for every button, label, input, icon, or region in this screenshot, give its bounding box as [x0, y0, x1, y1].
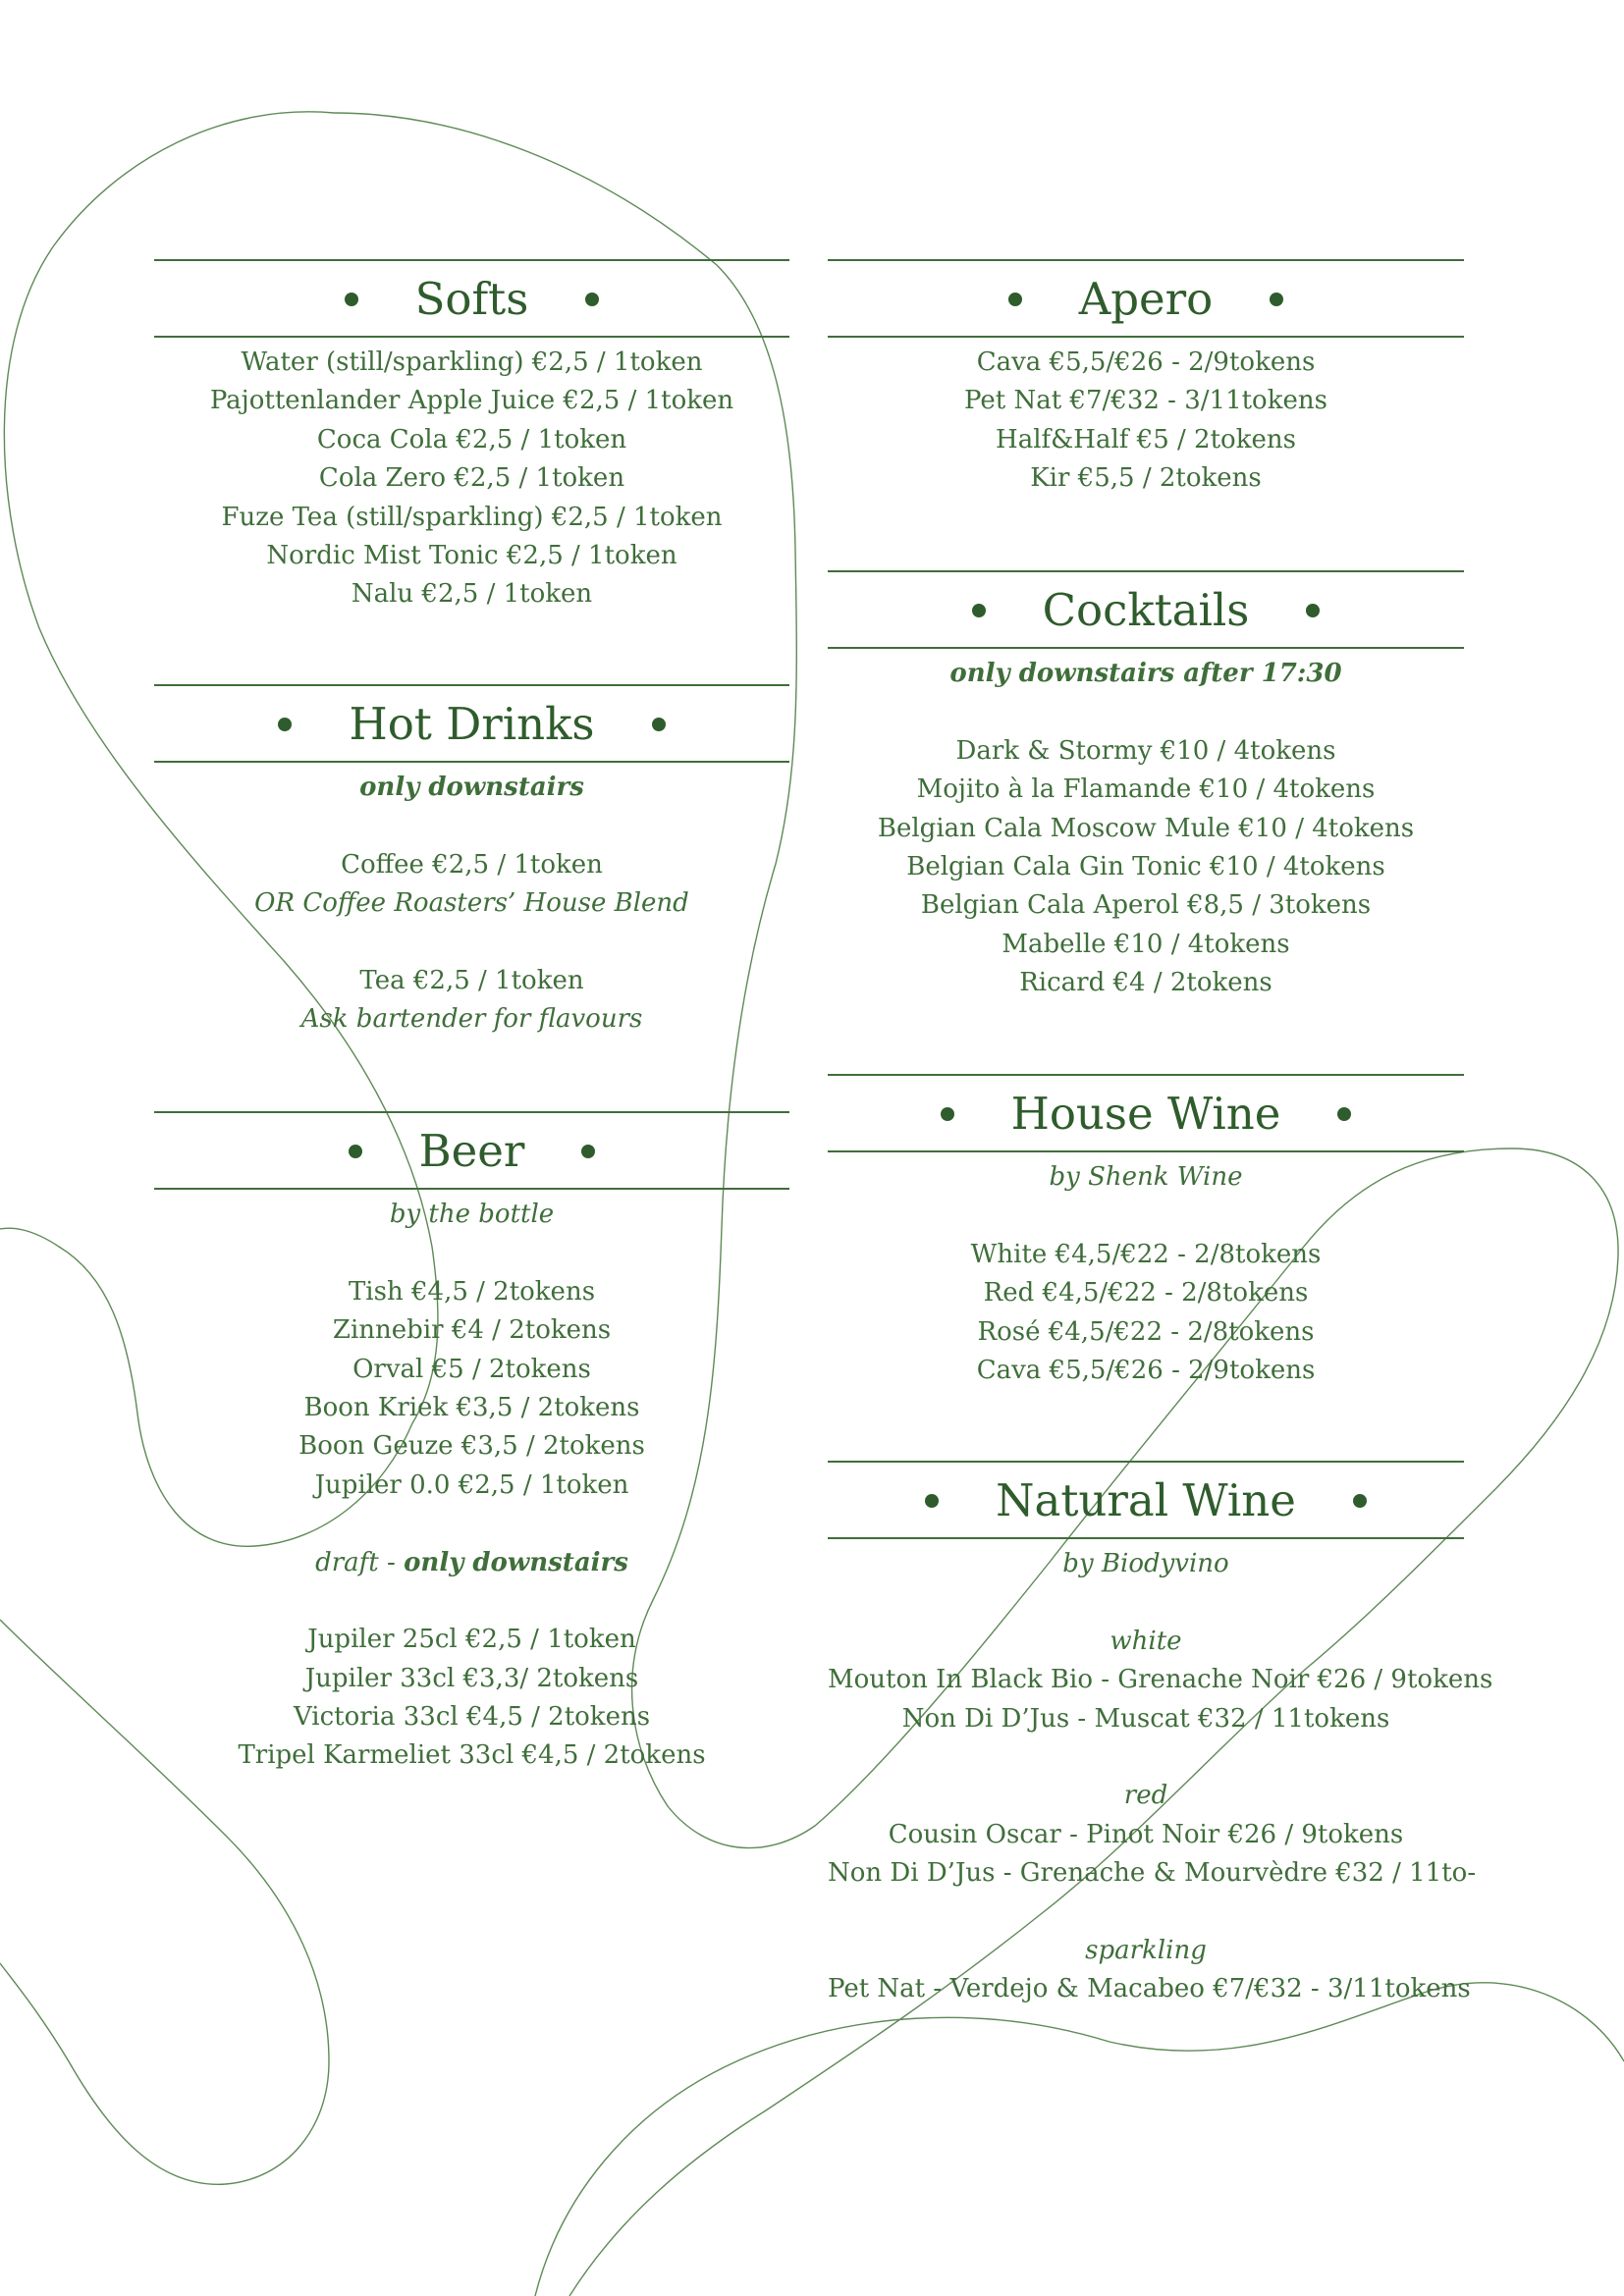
section-note: only downstairs after 17:30	[949, 659, 1342, 688]
section-apero	[828, 259, 1464, 499]
draft-note: only downstairs	[404, 1547, 628, 1577]
menu-item: Tea €2,5 / 1token	[359, 965, 584, 995]
section-header	[828, 259, 1464, 338]
wine-category-label: white	[1110, 1626, 1182, 1656]
section-beer	[154, 1111, 789, 1776]
menu-item: Boon Geuze €3,5 / 2tokens	[298, 1431, 645, 1462]
section-header	[154, 259, 789, 338]
menu-item-note: OR Coffee Roasters’ House Blend	[254, 888, 689, 919]
section-title: Cocktails	[1042, 584, 1250, 636]
menu-item: Cava €5,5/€26 - 2/9tokens	[976, 347, 1316, 377]
menu-item: Jupiler 25cl €2,5 / 1token	[307, 1625, 636, 1655]
menu-item: Orval €5 / 2tokens	[352, 1354, 591, 1384]
section-title: Hot Drinks	[349, 698, 595, 750]
section-note: only downstairs	[359, 773, 584, 802]
menu-item: Cola Zero €2,5 / 1token	[318, 463, 625, 494]
menu-item: Rosé €4,5/€22 - 2/8tokens	[977, 1316, 1315, 1347]
section-softs	[154, 259, 789, 614]
menu-item: Mabelle €10 / 4tokens	[1001, 929, 1290, 959]
menu-item: Fuze Tea (still/sparkling) €2,5 / 1token	[221, 502, 723, 532]
section-note: by the bottle	[389, 1200, 555, 1229]
section-title: Apero	[1078, 273, 1214, 325]
menu-item: Mouton In Black Bio - Grenache Noir €26 / 9tokens	[828, 1665, 1493, 1695]
menu-item: Pajottenlander Apple Juice €2,5 / 1token	[209, 386, 734, 416]
section-natural-wine	[828, 1461, 1493, 2009]
menu-item: Belgian Cala Gin Tonic €10 / 4tokens	[906, 851, 1385, 881]
menu-item: Cava €5,5/€26 - 2/9tokens	[976, 1355, 1316, 1385]
section-note: by Shenk Wine	[1049, 1162, 1243, 1192]
bullet-icon	[278, 718, 292, 731]
bullet-icon	[1353, 1494, 1367, 1508]
bullet-icon	[581, 1145, 595, 1158]
menu-item: Belgian Cala Aperol €8,5 / 3tokens	[920, 890, 1372, 921]
menu-item: Mojito à la Flamande €10 / 4tokens	[916, 774, 1376, 805]
wine-category-label: red	[1123, 1781, 1168, 1811]
bullet-icon	[941, 1107, 954, 1121]
menu-item: Jupiler 33cl €3,3/ 2tokens	[304, 1663, 639, 1693]
menu-item: Non Di D’Jus - Grenache & Mourvèdre €32 / 11to-	[828, 1858, 1477, 1889]
menu-item: Kir €5,5 / 2tokens	[1030, 463, 1262, 494]
bullet-icon	[1270, 293, 1283, 306]
section-title: Natural Wine	[996, 1474, 1296, 1526]
menu-item: Nalu €2,5 / 1token	[351, 579, 593, 610]
menu-item: Non Di D’Jus - Muscat €32 / 11tokens	[901, 1703, 1390, 1734]
menu-item: Coffee €2,5 / 1token	[341, 849, 603, 880]
background-loop-lower-right	[535, 1983, 1624, 2296]
section-header	[828, 570, 1464, 649]
menu-item: Belgian Cala Moscow Mule €10 / 4tokens	[877, 813, 1415, 843]
menu-item: Dark & Stormy €10 / 4tokens	[955, 735, 1336, 766]
bullet-icon	[925, 1494, 939, 1508]
menu-item: Victoria 33cl €4,5 / 2tokens	[293, 1702, 651, 1733]
section-title: House Wine	[1010, 1088, 1281, 1140]
section-header	[154, 1111, 789, 1190]
bullet-icon	[972, 604, 986, 617]
menu-item: Tish €4,5 / 2tokens	[348, 1276, 596, 1307]
menu-item: Water (still/sparkling) €2,5 / 1token	[241, 347, 703, 377]
menu-item: Jupiler 0.0 €2,5 / 1token	[314, 1469, 629, 1500]
section-hot-drinks	[154, 684, 789, 1040]
menu-item: Pet Nat - Verdejo & Macabeo €7/€32 - 3/11tokens	[828, 1974, 1471, 2004]
bullet-icon	[652, 718, 666, 731]
bullet-icon	[1337, 1107, 1351, 1121]
menu-item: Cousin Oscar - Pinot Noir €26 / 9tokens	[888, 1819, 1404, 1849]
menu-item-note: Ask bartender for flavours	[300, 1004, 643, 1035]
menu-item: Ricard €4 / 2tokens	[1019, 968, 1272, 998]
draft-note-line	[154, 1544, 789, 1582]
menu-item: Nordic Mist Tonic €2,5 / 1token	[266, 540, 677, 570]
bullet-icon	[1008, 293, 1022, 306]
draft-label: draft -	[315, 1547, 405, 1577]
section-title: Beer	[418, 1125, 525, 1177]
section-header	[154, 684, 789, 763]
menu-item: Tripel Karmeliet 33cl €4,5 / 2tokens	[238, 1740, 706, 1771]
bullet-icon	[349, 1145, 362, 1158]
bullet-icon	[1306, 604, 1320, 617]
section-title: Softs	[414, 273, 529, 325]
menu-item: Half&Half €5 / 2tokens	[996, 424, 1296, 454]
menu-item: White €4,5/€22 - 2/8tokens	[970, 1239, 1322, 1269]
menu-item: Zinnebir €4 / 2tokens	[332, 1315, 612, 1346]
section-cocktails	[828, 570, 1464, 1003]
bullet-icon	[585, 293, 599, 306]
section-header	[828, 1461, 1464, 1539]
menu-item: Boon Kriek €3,5 / 2tokens	[303, 1392, 640, 1422]
wine-category-label: sparkling	[1085, 1935, 1207, 1965]
section-note: by Biodyvino	[1062, 1549, 1229, 1578]
menu-item: Red €4,5/€22 - 2/8tokens	[983, 1278, 1309, 1308]
section-header	[828, 1074, 1464, 1152]
section-house-wine	[828, 1074, 1464, 1390]
bullet-icon	[345, 293, 358, 306]
menu-item: Pet Nat €7/€32 - 3/11tokens	[964, 386, 1327, 416]
menu-item: Coca Cola €2,5 / 1token	[316, 424, 627, 454]
